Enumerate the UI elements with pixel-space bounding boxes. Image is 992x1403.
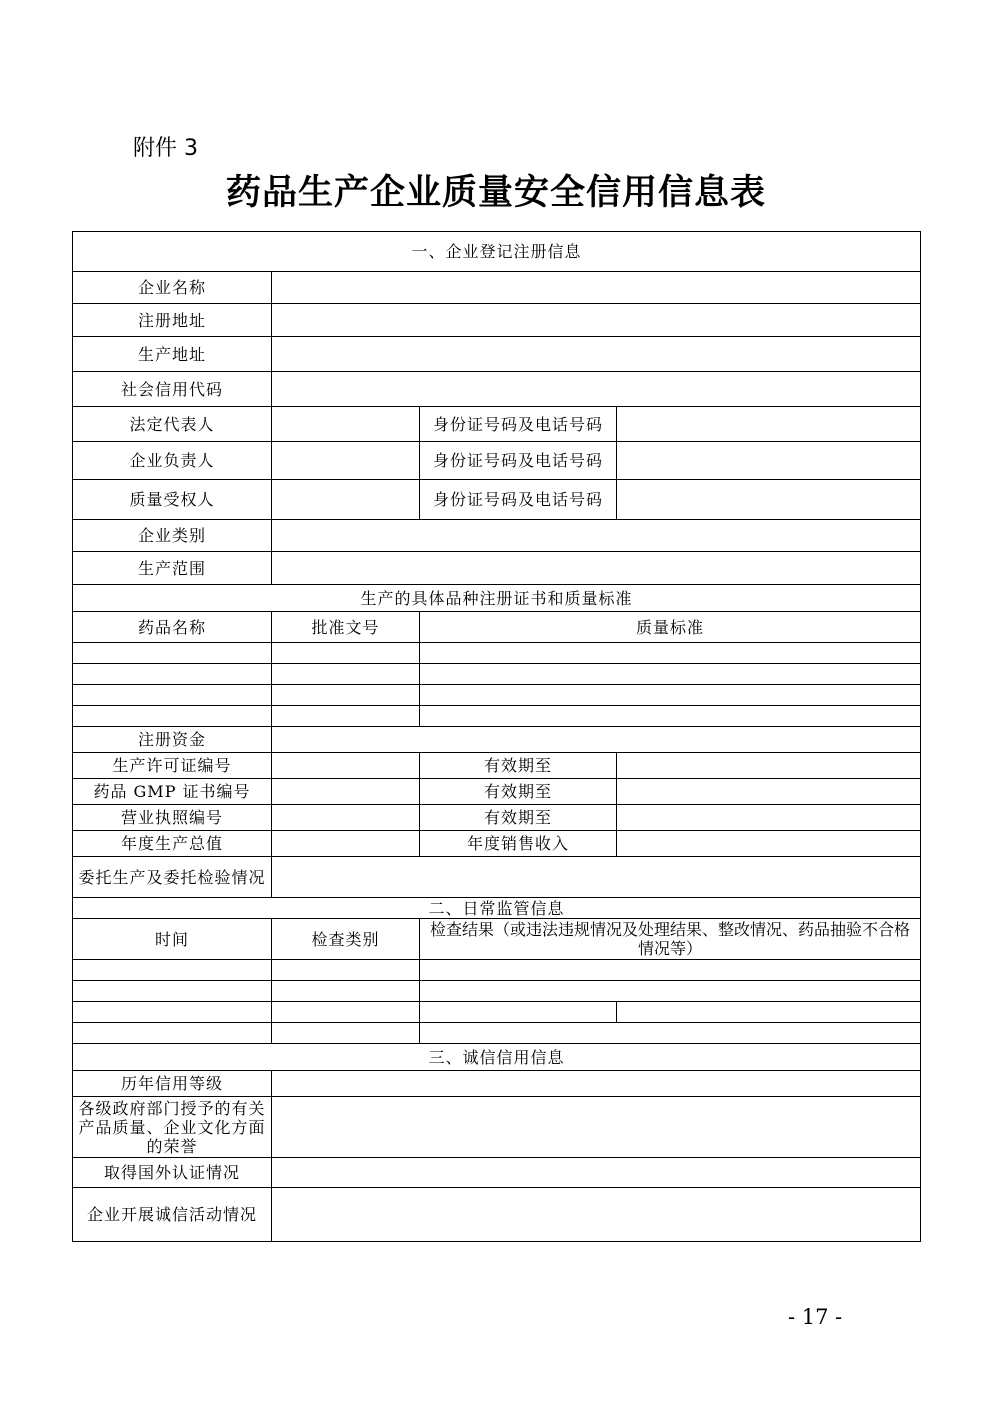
annual-output-field[interactable]: [272, 831, 420, 857]
gmp-valid-label: 有效期至: [420, 779, 617, 805]
page-title: 药品生产企业质量安全信用信息表: [225, 172, 766, 213]
business-license-label: 营业执照编号: [73, 805, 272, 831]
inspection-row-4-time[interactable]: [73, 1023, 272, 1044]
inspection-row-2-result[interactable]: [420, 981, 921, 1002]
approval-no-header: 批准文号: [272, 612, 420, 643]
company-name-label: 企业名称: [73, 272, 272, 304]
registered-capital-field[interactable]: [272, 727, 921, 753]
company-head-label: 企业负责人: [73, 442, 272, 480]
product-row-2-name[interactable]: [73, 664, 272, 685]
products-heading: 生产的具体品种注册证书和质量标准: [73, 585, 921, 612]
annual-sales-field[interactable]: [617, 831, 921, 857]
inspection-row-2-type[interactable]: [272, 981, 420, 1002]
business-license-field[interactable]: [272, 805, 420, 831]
legal-rep-id-phone-field[interactable]: [617, 407, 921, 442]
business-license-valid-label: 有效期至: [420, 805, 617, 831]
company-head-id-phone-label: 身份证号码及电话号码: [420, 442, 617, 480]
business-license-valid-field[interactable]: [617, 805, 921, 831]
credit-grade-field[interactable]: [272, 1071, 921, 1097]
license-valid-label: 有效期至: [420, 753, 617, 779]
license-no-field[interactable]: [272, 753, 420, 779]
section-3-heading: 三、诚信信用信息: [73, 1044, 921, 1071]
product-row-3-standard[interactable]: [420, 685, 921, 706]
product-row-3-approval[interactable]: [272, 685, 420, 706]
product-row-1-standard[interactable]: [420, 643, 921, 664]
production-address-label: 生产地址: [73, 337, 272, 372]
credit-grade-label: 历年信用等级: [73, 1071, 272, 1097]
section-2-heading: 二、日常监管信息: [73, 898, 921, 919]
integrity-activities-field[interactable]: [272, 1188, 921, 1242]
production-scope-label: 生产范围: [73, 552, 272, 585]
check-result-header: 检查结果（或违法违规情况及处理结果、整改情况、药品抽验不合格情况等）: [420, 919, 921, 960]
license-valid-field[interactable]: [617, 753, 921, 779]
company-head-field[interactable]: [272, 442, 420, 480]
inspection-row-1-time[interactable]: [73, 960, 272, 981]
inspection-row-4-type[interactable]: [272, 1023, 420, 1044]
company-head-id-phone-field[interactable]: [617, 442, 921, 480]
production-address-field[interactable]: [272, 337, 921, 372]
quality-standard-header: 质量标准: [420, 612, 921, 643]
annual-output-label: 年度生产总值: [73, 831, 272, 857]
drug-name-header: 药品名称: [73, 612, 272, 643]
qa-person-field[interactable]: [272, 480, 420, 520]
inspection-row-2-time[interactable]: [73, 981, 272, 1002]
inspection-row-4-result[interactable]: [420, 1023, 921, 1044]
attachment-label: 附件 3: [133, 136, 198, 161]
foreign-cert-field[interactable]: [272, 1158, 921, 1188]
foreign-cert-label: 取得国外认证情况: [73, 1158, 272, 1188]
honors-label: 各级政府部门授予的有关产品质量、企业文化方面的荣誉: [73, 1097, 272, 1158]
inspection-row-3-time[interactable]: [73, 1002, 272, 1023]
product-row-2-approval[interactable]: [272, 664, 420, 685]
qa-person-label: 质量受权人: [73, 480, 272, 520]
inspection-row-3-result-a[interactable]: [420, 1002, 617, 1023]
inspection-row-1-result[interactable]: [420, 960, 921, 981]
product-row-1-name[interactable]: [73, 643, 272, 664]
gmp-no-field[interactable]: [272, 779, 420, 805]
registered-capital-label: 注册资金: [73, 727, 272, 753]
honors-field[interactable]: [272, 1097, 921, 1158]
legal-rep-id-phone-label: 身份证号码及电话号码: [420, 407, 617, 442]
credit-code-field[interactable]: [272, 372, 921, 407]
product-row-2-standard[interactable]: [420, 664, 921, 685]
inspection-row-3-type[interactable]: [272, 1002, 420, 1023]
credit-info-form: [72, 231, 921, 1242]
legal-rep-field[interactable]: [272, 407, 420, 442]
qa-person-id-phone-field[interactable]: [617, 480, 921, 520]
registered-address-field[interactable]: [272, 304, 921, 337]
check-type-header: 检查类别: [272, 919, 420, 960]
entrusted-field[interactable]: [272, 857, 921, 898]
inspection-row-1-type[interactable]: [272, 960, 420, 981]
page-number: - 17 -: [788, 1305, 843, 1329]
gmp-valid-field[interactable]: [617, 779, 921, 805]
product-row-4-approval[interactable]: [272, 706, 420, 727]
section-1-heading: 一、企业登记注册信息: [73, 232, 921, 272]
license-no-label: 生产许可证编号: [73, 753, 272, 779]
entrusted-label: 委托生产及委托检验情况: [73, 857, 272, 898]
qa-person-id-phone-label: 身份证号码及电话号码: [420, 480, 617, 520]
product-row-3-name[interactable]: [73, 685, 272, 706]
inspection-row-3-result-b[interactable]: [617, 1002, 921, 1023]
annual-sales-label: 年度销售收入: [420, 831, 617, 857]
gmp-no-label: 药品 GMP 证书编号: [73, 779, 272, 805]
integrity-activities-label: 企业开展诚信活动情况: [73, 1188, 272, 1242]
company-type-field[interactable]: [272, 520, 921, 552]
registered-address-label: 注册地址: [73, 304, 272, 337]
legal-rep-label: 法定代表人: [73, 407, 272, 442]
time-header: 时间: [73, 919, 272, 960]
product-row-4-name[interactable]: [73, 706, 272, 727]
company-name-field[interactable]: [272, 272, 921, 304]
production-scope-field[interactable]: [272, 552, 921, 585]
credit-code-label: 社会信用代码: [73, 372, 272, 407]
product-row-1-approval[interactable]: [272, 643, 420, 664]
company-type-label: 企业类别: [73, 520, 272, 552]
product-row-4-standard[interactable]: [420, 706, 921, 727]
